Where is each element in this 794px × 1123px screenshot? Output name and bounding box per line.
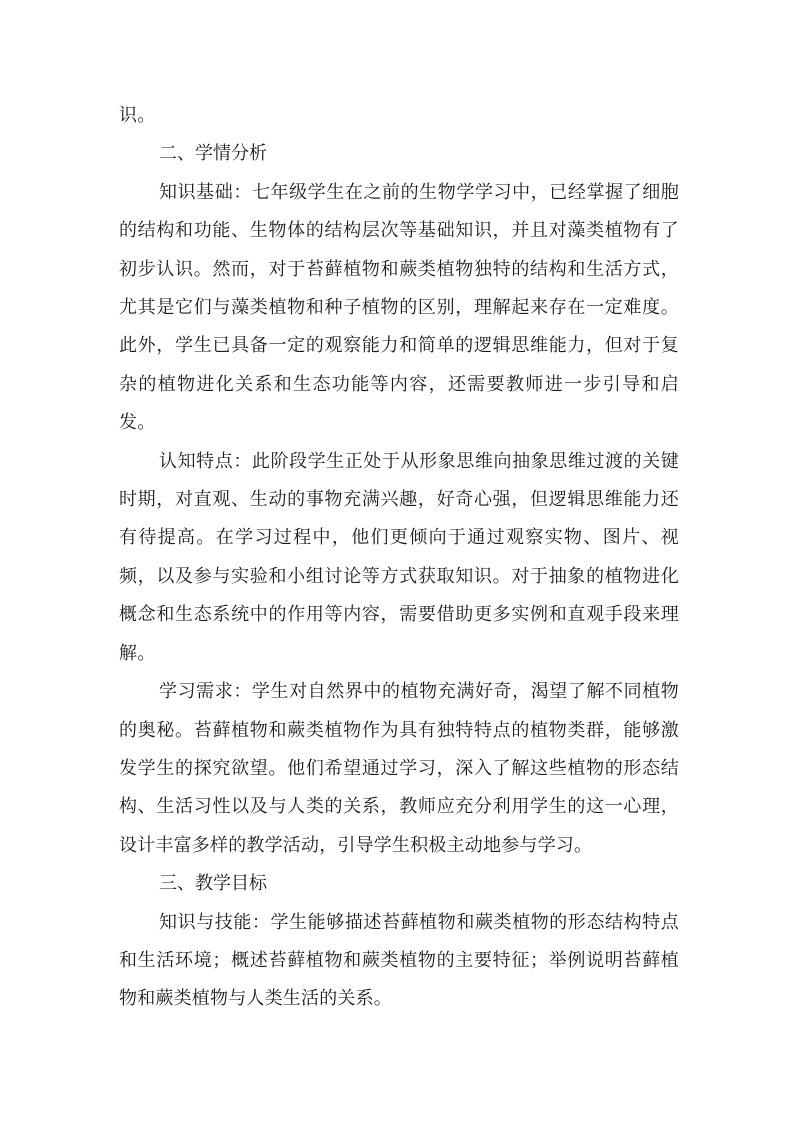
section-heading-learner-analysis: 二、学情分析 [159,143,267,165]
paragraph-learning-needs: 学习需求：学生对自然界中的植物充满好奇，渴望了解不同植物的奥秘。苔藓植物和蕨类植物作为具有独特特点的植物类群，能够激发学生的探究欲望。他们希望通过学习，深入了解这些植物的形态结构、生活习性以及与人类的关系，教师应充分利用学生的这一心理，设计丰富多样的教学活动，引导学生积极主动地参与学习。 [119,681,679,856]
document-body [119,97,679,1019]
paragraph-cognitive-traits: 认知特点：此阶段学生正处于从形象思维向抽象思维过渡的关键时期，对直观、生动的事物充满兴趣，好奇心强，但逻辑思维能力还有待提高。在学习过程中，他们更倾向于通过观察实物、图片、视频，以及参与实验和小组讨论等方式获取知识。对于抽象的植物进化概念和生态系统中的作用等内容，需要借助更多实例和直观手段来理解。 [119,450,679,664]
continuation-text: 识。 [119,105,156,126]
paragraph-knowledge-basis: 知识基础：七年级学生在之前的生物学学习中，已经掌握了细胞的结构和功能、生物体的结构层次等基础知识，并且对藻类植物有了初步认识。然而，对于苔藓植物和蕨类植物独特的结构和生活方式，尤其是它们与藻类植物和种子植物的区别，理解起来存在一定难度。此外，学生已具备一定的观察能力和简单的逻辑思维能力，但对于复杂的植物进化关系和生态功能等内容，还需要教师进一步引导和启发。 [119,181,679,434]
section-heading-teaching-objectives: 三、教学目标 [159,873,267,895]
paragraph-knowledge-skills: 知识与技能：学生能够描述苔藓植物和蕨类植物的形态结构特点和生活环境；概述苔藓植物和蕨类植物的主要特征；举例说明苔藓植物和蕨类植物与人类生活的关系。 [119,911,679,1010]
